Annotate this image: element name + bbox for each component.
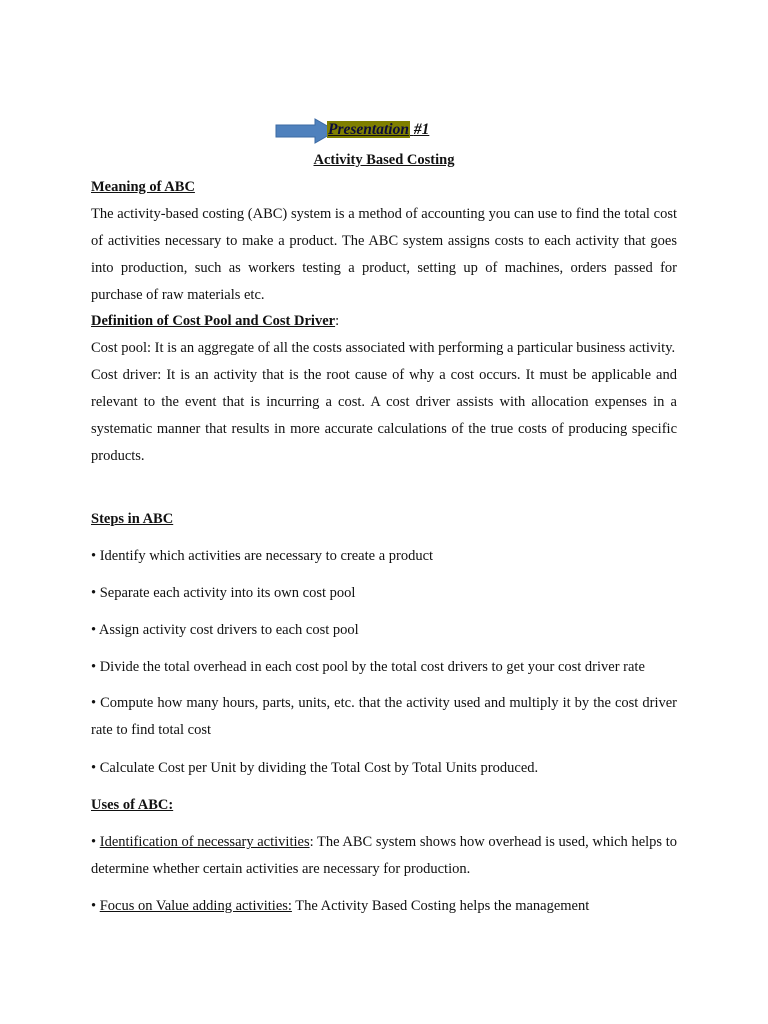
- uses-heading-block: [91, 792, 677, 819]
- use-item-text: : The ABC system shows how overhead is used, which helps to determine whether certain activities are necessary for production.: [91, 834, 677, 877]
- meaning-section: [91, 174, 677, 309]
- step-item: • Divide the total overhead in each cost pool by the total cost drivers to get your cost driver rate: [91, 659, 645, 675]
- document-title: [327, 121, 429, 139]
- meaning-heading: Meaning of ABC: [91, 179, 195, 195]
- use-item-label: Identification of necessary activities: [99, 834, 310, 850]
- definition-colon: :: [335, 313, 340, 329]
- definition-section: [91, 308, 677, 470]
- step-item: • Calculate Cost per Unit by dividing the Total Cost by Total Units produced.: [91, 760, 539, 776]
- step-item: • Assign activity cost drivers to each cost pool: [91, 622, 359, 638]
- step-item: • Identify which activities are necessary to create a product: [91, 548, 434, 564]
- document-subtitle: Activity Based Costing: [313, 152, 455, 168]
- use-item-bullet: •: [91, 898, 100, 914]
- cost-pool-paragraph: Cost pool: It is an aggregate of all the costs associated with performing a particular business activity.: [91, 340, 676, 356]
- step-item: • Separate each activity into its own cost pool: [91, 585, 356, 601]
- title-row: [275, 118, 475, 144]
- uses-heading: Uses of ABC:: [91, 797, 174, 813]
- step-item: • Compute how many hours, parts, units, etc. that the activity used and multiply it by the cost driver rate to find total cost: [91, 695, 677, 738]
- use-item-bullet: •: [91, 834, 100, 850]
- title-word: Presentation: [328, 121, 409, 138]
- cost-driver-paragraph: Cost driver: It is an activity that is the root cause of why a cost occurs. It must be applicable and relevant to the event that is incurring a cost. A cost driver assists with allocation expenses in a systematic manner that results in more accurate calculations of the true costs of producing specific products.: [91, 367, 677, 464]
- use-item: [91, 893, 677, 920]
- definition-heading-line: [91, 308, 677, 335]
- use-item-label: Focus on Value adding activities:: [99, 898, 292, 914]
- steps-heading-block: [91, 506, 677, 533]
- meaning-paragraph: The activity-based costing (ABC) system is a method of accounting you can use to find the total cost of activities necessary to make a product. The ABC system assigns costs to each activity that goes into production, such as workers testing a product, setting up of machines, orders passed for purchase of raw materials etc.: [91, 206, 677, 303]
- use-item: [91, 829, 677, 883]
- use-item-text: The Activity Based Costing helps the management: [291, 898, 590, 914]
- steps-heading: Steps in ABC: [91, 511, 174, 527]
- definition-heading: Definition of Cost Pool and Cost Driver: [91, 313, 336, 329]
- title-number: #1: [413, 121, 430, 138]
